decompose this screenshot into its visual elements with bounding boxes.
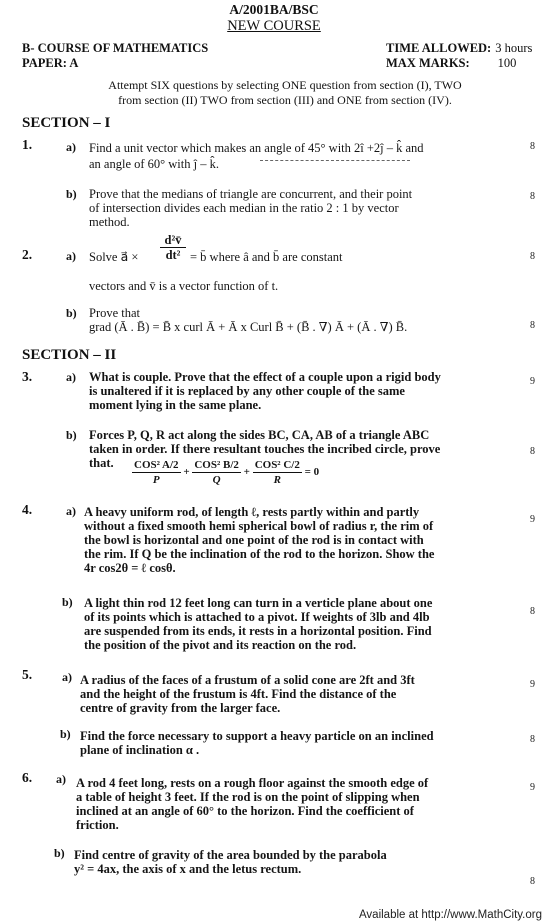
marks: 8: [530, 141, 535, 152]
marks: 8: [530, 320, 535, 331]
question-text: A light thin rod 12 feet long can turn in a verticle plane about one of its points which is attached to a pivot. If weights of 3lb and 4lb are suspended from its ends, it rests in a horizontal position. Find the position of the pivot and its reaction on the rod.: [84, 596, 433, 652]
question-number: 2.: [22, 247, 33, 262]
formula: $\frac{\text{COS² A/2}}{P}$ + $\frac{\text{COS² B/2}}{Q}$ + $\frac{\text{COS² C/2}}{R}$ = 0: [134, 459, 320, 486]
scan-artifact-line: [260, 160, 410, 161]
time-label: TIME ALLOWED:: [386, 41, 492, 55]
marks-value: 100: [497, 56, 517, 70]
part-label: b): [66, 428, 77, 442]
course-title: NEW COURSE: [227, 18, 321, 34]
marks: 9: [530, 376, 535, 387]
marks: 9: [530, 782, 535, 793]
marks: 8: [530, 446, 535, 457]
part-label: b): [62, 595, 73, 609]
equation-prefix: Solve a⃗ ×: [89, 250, 139, 264]
question-number: 3.: [22, 369, 33, 384]
exam-info: [386, 41, 532, 71]
marks: 8: [530, 251, 535, 262]
question-text: What is couple. Prove that the effect of a couple upon a rigid body is unaltered if it is replaced by any other couple of the same moment lying in the same plane.: [89, 370, 441, 412]
equation-fraction: d²v̄ dt²: [160, 233, 186, 262]
part-label: b): [60, 727, 71, 741]
part-label: a): [62, 670, 72, 684]
question-number: 1.: [22, 137, 33, 152]
part-label: a): [66, 504, 76, 518]
part-label: b): [66, 187, 77, 201]
part-label: a): [66, 370, 76, 384]
footer-source: Available at http://www.MathCity.org: [358, 909, 542, 921]
question-text: vectors and v̄ is a vector function of t.: [89, 279, 279, 293]
question-text: A heavy uniform rod, of length ℓ, rests partly within and partly without a fixed smooth hemi spherical bowl of radius r, the rim of the bowl is horizontal and one point of the rod is in contact with the rim. If Q be the inclination of the rod to the horizon. Show the 4r cos2θ = ℓ cosθ.: [84, 505, 435, 575]
question-text: Prove that grad (Ā . B̄) = B̄ x curl Ā + Ā x Curl B̄ + (B̄ . ∇) Ā + (Ā . ∇) B̄.: [89, 306, 408, 334]
question-text: Forces P, Q, R act along the sides BC, CA, AB of a triangle ABC taken in order. If there resultant touches the incribed circle, prove that.: [89, 428, 441, 470]
instructions: [40, 78, 530, 108]
part-label: b): [66, 306, 77, 320]
part-label: a): [56, 772, 66, 786]
question-number: 5.: [22, 667, 33, 682]
question-text: Find centre of gravity of the area bounded by the parabola y² = 4ax, the axis of x and the letus rectum.: [74, 848, 387, 876]
marks: 9: [530, 679, 535, 690]
paper-label: PAPER: A: [22, 56, 79, 70]
question-number: 4.: [22, 502, 33, 517]
question-text: Find the force necessary to support a heavy particle on an inclined plane of inclination α .: [80, 729, 434, 757]
question-text: A radius of the faces of a frustum of a solid cone are 2ft and 3ft and the height of the frustum is 4ft. Find the distance of the centre of gravity from the larger face.: [80, 673, 415, 715]
paper-code: A/2001BA/BSC: [229, 2, 319, 17]
marks: 8: [530, 606, 535, 617]
part-label: b): [54, 846, 65, 860]
time-value: 3 hours: [495, 41, 533, 55]
instruction-line: from section (II) TWO from section (III) and ONE from section (IV).: [118, 93, 452, 107]
question-text: Find a unit vector which makes an angle of 45° with 2î +2ĵ – k̂ and an angle of 60° with ĵ – k̂.: [89, 141, 424, 171]
section-heading: SECTION – II: [22, 347, 117, 363]
section-heading: SECTION – I: [22, 115, 111, 131]
marks: 8: [530, 876, 535, 887]
subject-block: [22, 41, 208, 71]
question-number: 6.: [22, 770, 33, 785]
question-text: A rod 4 feet long, rests on a rough floor against the smooth edge of a table of height 3 feet. If the rod is on the point of slipping when inclined at an angle of 60° to the horizon. Find the coefficient of friction.: [76, 776, 429, 832]
part-label: a): [66, 249, 76, 263]
equation-suffix: = b̄ where â and b̄ are constant: [190, 250, 343, 264]
marks-label: MAX MARKS:: [386, 56, 470, 70]
subject-name: B- COURSE OF MATHEMATICS: [22, 41, 209, 55]
instruction-line: Attempt SIX questions by selecting ONE question from section (I), TWO: [108, 78, 462, 92]
part-label: a): [66, 140, 76, 154]
marks: 8: [530, 191, 535, 202]
marks: 8: [530, 734, 535, 745]
marks: 9: [530, 514, 535, 525]
question-text: Prove that the medians of triangle are concurrent, and their point of intersection divides each median in the ratio 2 : 1 by vector method.: [89, 187, 413, 229]
